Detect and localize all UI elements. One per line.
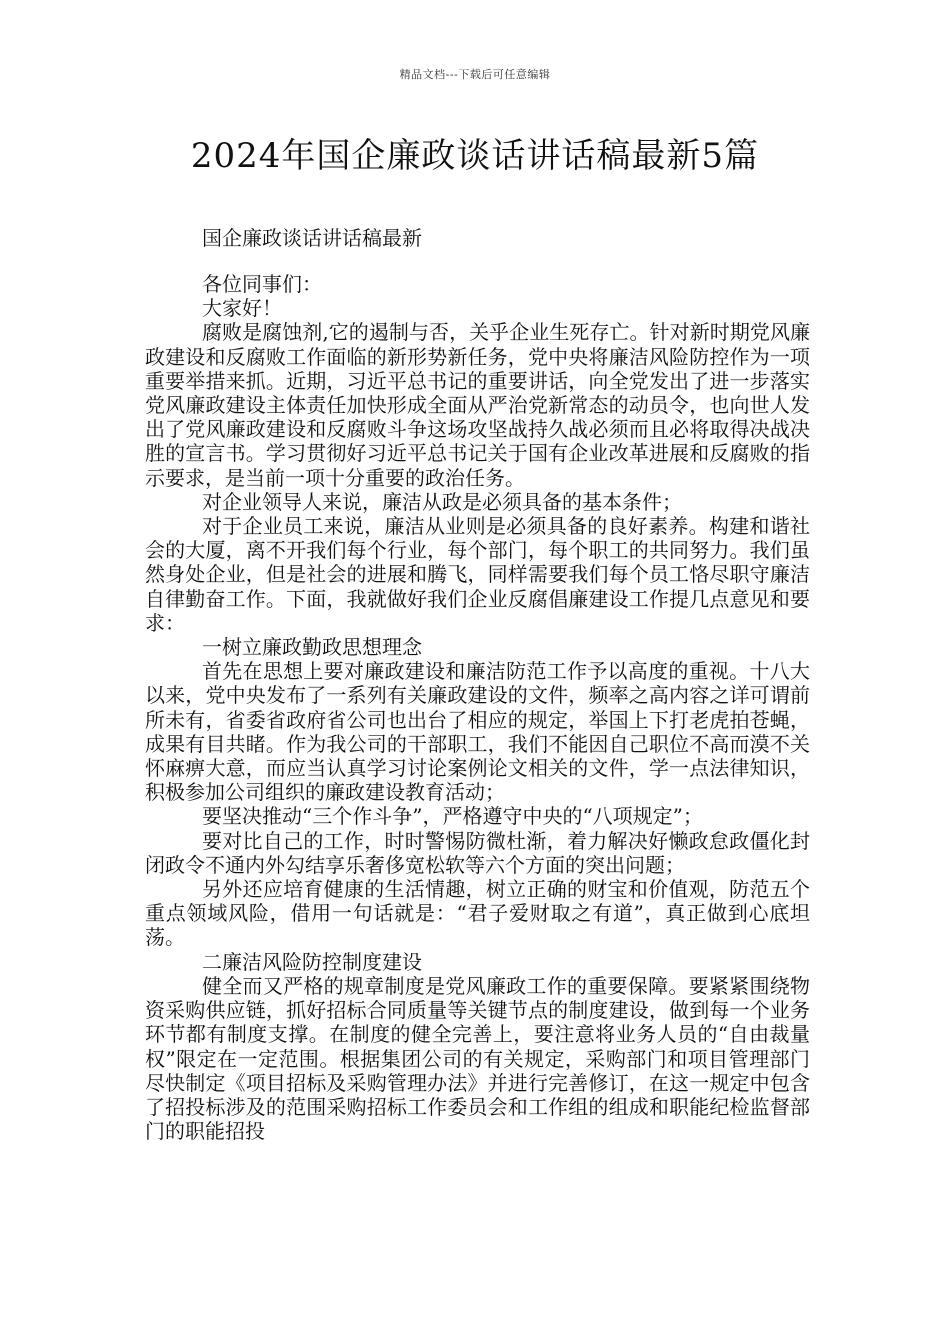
section-heading: 二廉洁风险防控制度建设 bbox=[202, 949, 422, 974]
section-heading: 一树立廉政勤政思想理念 bbox=[202, 635, 422, 660]
document-body bbox=[145, 272, 810, 1143]
paragraph: 另外还应培育健康的生活情趣，树立正确的财宝和价值观，防范五个重点领域风险，借用一句话就是：“君子爱财取之有道”，真正做到心底坦荡。 bbox=[145, 877, 810, 950]
paragraph: 要对比自己的工作，时时警惕防微杜渐，着力解决好懒政怠政僵化封闭政令不通内外勾结享乐奢侈宽松软等六个方面的突出问题； bbox=[145, 828, 810, 877]
paragraph: 健全而又严格的规章制度是党风廉政工作的重要保障。要紧紧围绕物资采购供应链，抓好招标合同质量等关键节点的制度建设，做到每一个业务环节都有制度支撑。在制度的健全完善上，要注意将业务人员的“自由裁量权”限定在一定范围。根据集团公司的有关规定，采购部门和项目管理部门尽快制定《项目招标及采购管理办法》并进行完善修订，在这一规定中包含了招投标涉及的范围采购招标工作委员会和工作组的组成和职能纪检监督部门的职能招投 bbox=[145, 973, 810, 1144]
paragraph: 对企业领导人来说，廉洁从政是必须具备的基本条件； bbox=[202, 489, 682, 514]
paragraph: 要坚决推动“三个作斗争”，严格遵守中央的“八项规定”； bbox=[202, 804, 703, 829]
document-title: 2024年国企廉政谈话讲话稿最新5篇 bbox=[190, 136, 760, 176]
header-note: 精品文档---下载后可任意编辑 bbox=[399, 68, 551, 81]
document-subtitle: 国企廉政谈话讲话稿最新 bbox=[202, 226, 422, 250]
paragraph: 对于企业员工来说，廉洁从业则是必须具备的良好素养。构建和谐社会的大厦，离不开我们每个行业，每个部门，每个职工的共同努力。我们虽然身处企业，但是社会的进展和腾飞，同样需要我们每个员工恪尽职守廉洁自律勤奋工作。下面，我就做好我们企业反腐倡廉建设工作提几点意见和要求： bbox=[145, 514, 810, 635]
paragraph-salutation: 各位同事们： bbox=[202, 272, 322, 296]
paragraph: 腐败是腐蚀剂,它的遏制与否，关乎企业生死存亡。针对新时期党风廉政建设和反腐败工作面临的新形势新任务，党中央将廉洁风险防控作为一项重要举措来抓。近期，习近平总书记的重要讲话，向全党发出了进一步落实党风廉政建设主体责任加快形成全面从严治党新常态的动员令，也向世人发出了党风廉政建设和反腐败斗争这场攻坚战持久战必须而且必将取得决战决胜的宣言书。学习贯彻好习近平总书记关于国有企业改革进展和反腐败的指示要求，是当前一项十分重要的政治任务。 bbox=[145, 320, 810, 490]
paragraph-greeting: 大家好！ bbox=[202, 296, 282, 321]
paragraph: 首先在思想上要对廉政建设和廉洁防范工作予以高度的重视。十八大以来，党中央发布了一系列有关廉政建设的文件，频率之高内容之详可谓前所未有，省委省政府省公司也出台了相应的规定，举国上下打老虎拍苍蝇，成果有目共睹。作为我公司的干部职工，我们不能因自己职位不高而漠不关怀麻痹大意，而应当认真学习讨论案例论文相关的文件，学一点法律知识，积极参加公司组织的廉政建设教育活动； bbox=[145, 659, 810, 805]
